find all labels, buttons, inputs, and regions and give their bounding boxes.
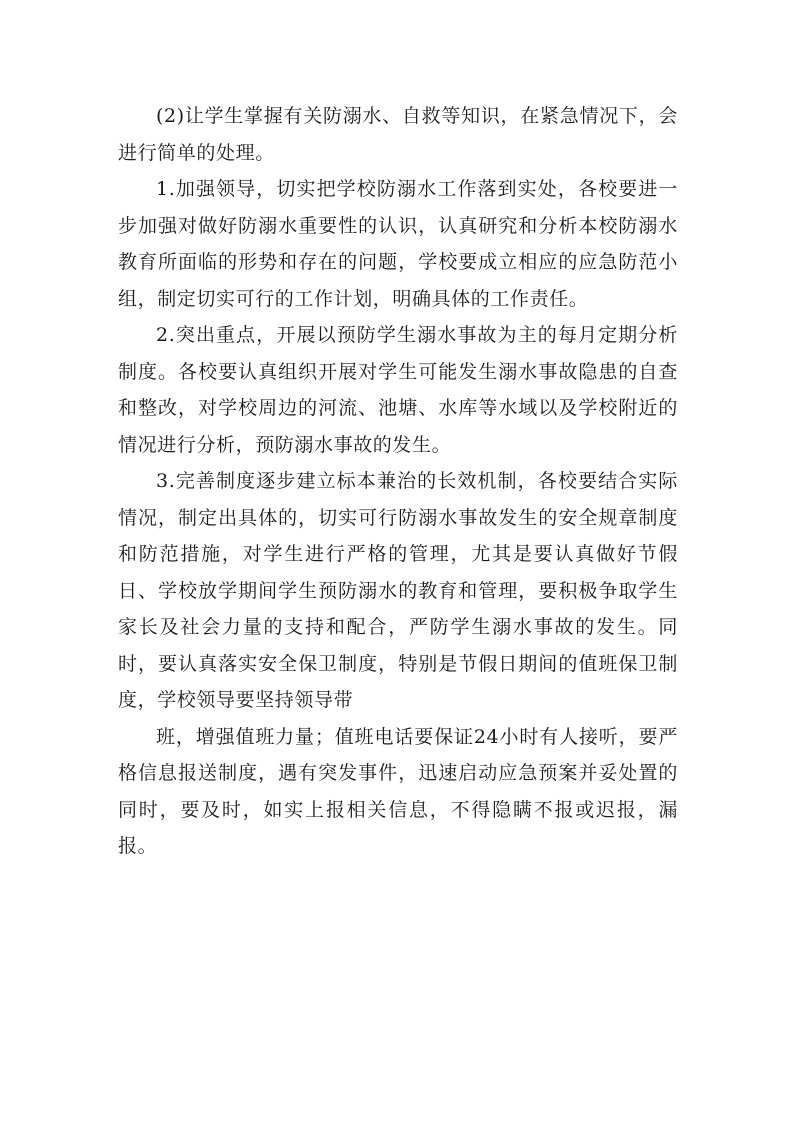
paragraph-knowledge: (2)让学生掌握有关防溺水、自救等知识，在紧急情况下，会进行简单的处理。 [118, 105, 678, 164]
document-body [118, 98, 678, 865]
paragraph-focus: 2.突出重点，开展以预防学生溺水事故为主的每月定期分析制度。各校要认真组织开展对学生可能发生溺水事故隐患的自查和整改，对学校周边的河流、池塘、水库等水域以及学校附近的情况进行分析，预防溺水事故的发生。 [118, 324, 678, 456]
paragraph-leadership: 1.加强领导，切实把学校防溺水工作落到实处，各校要进一步加强对做好防溺水重要性的认识，认真研究和分析本校防溺水教育所面临的形势和存在的问题，学校要成立相应的应急防范小组，制定切实可行的工作计划，明确具体的工作责任。 [118, 178, 678, 310]
paragraph-duty: 班，增强值班力量；值班电话要保证24小时有人接听，要严格信息报送制度，遇有突发事件，迅速启动应急预案并妥处置的同时，要及时，如实上报相关信息，不得隐瞒不报或迟报，漏报。 [118, 725, 678, 857]
paragraph-system: 3.完善制度逐步建立标本兼治的长效机制，各校要结合实际情况，制定出具体的，切实可行防溺水事故发生的安全规章制度和防范措施，对学生进行严格的管理，尤其是要认真做好节假日、学校放学期间学生预防溺水的教育和管理，要积极争取学生家长及社会力量的支持和配合，严防学生溺水事故的发生。同时，要认真落实安全保卫制度，特别是节假日期间的值班保卫制度，学校领导要坚持领导带 [118, 470, 678, 711]
